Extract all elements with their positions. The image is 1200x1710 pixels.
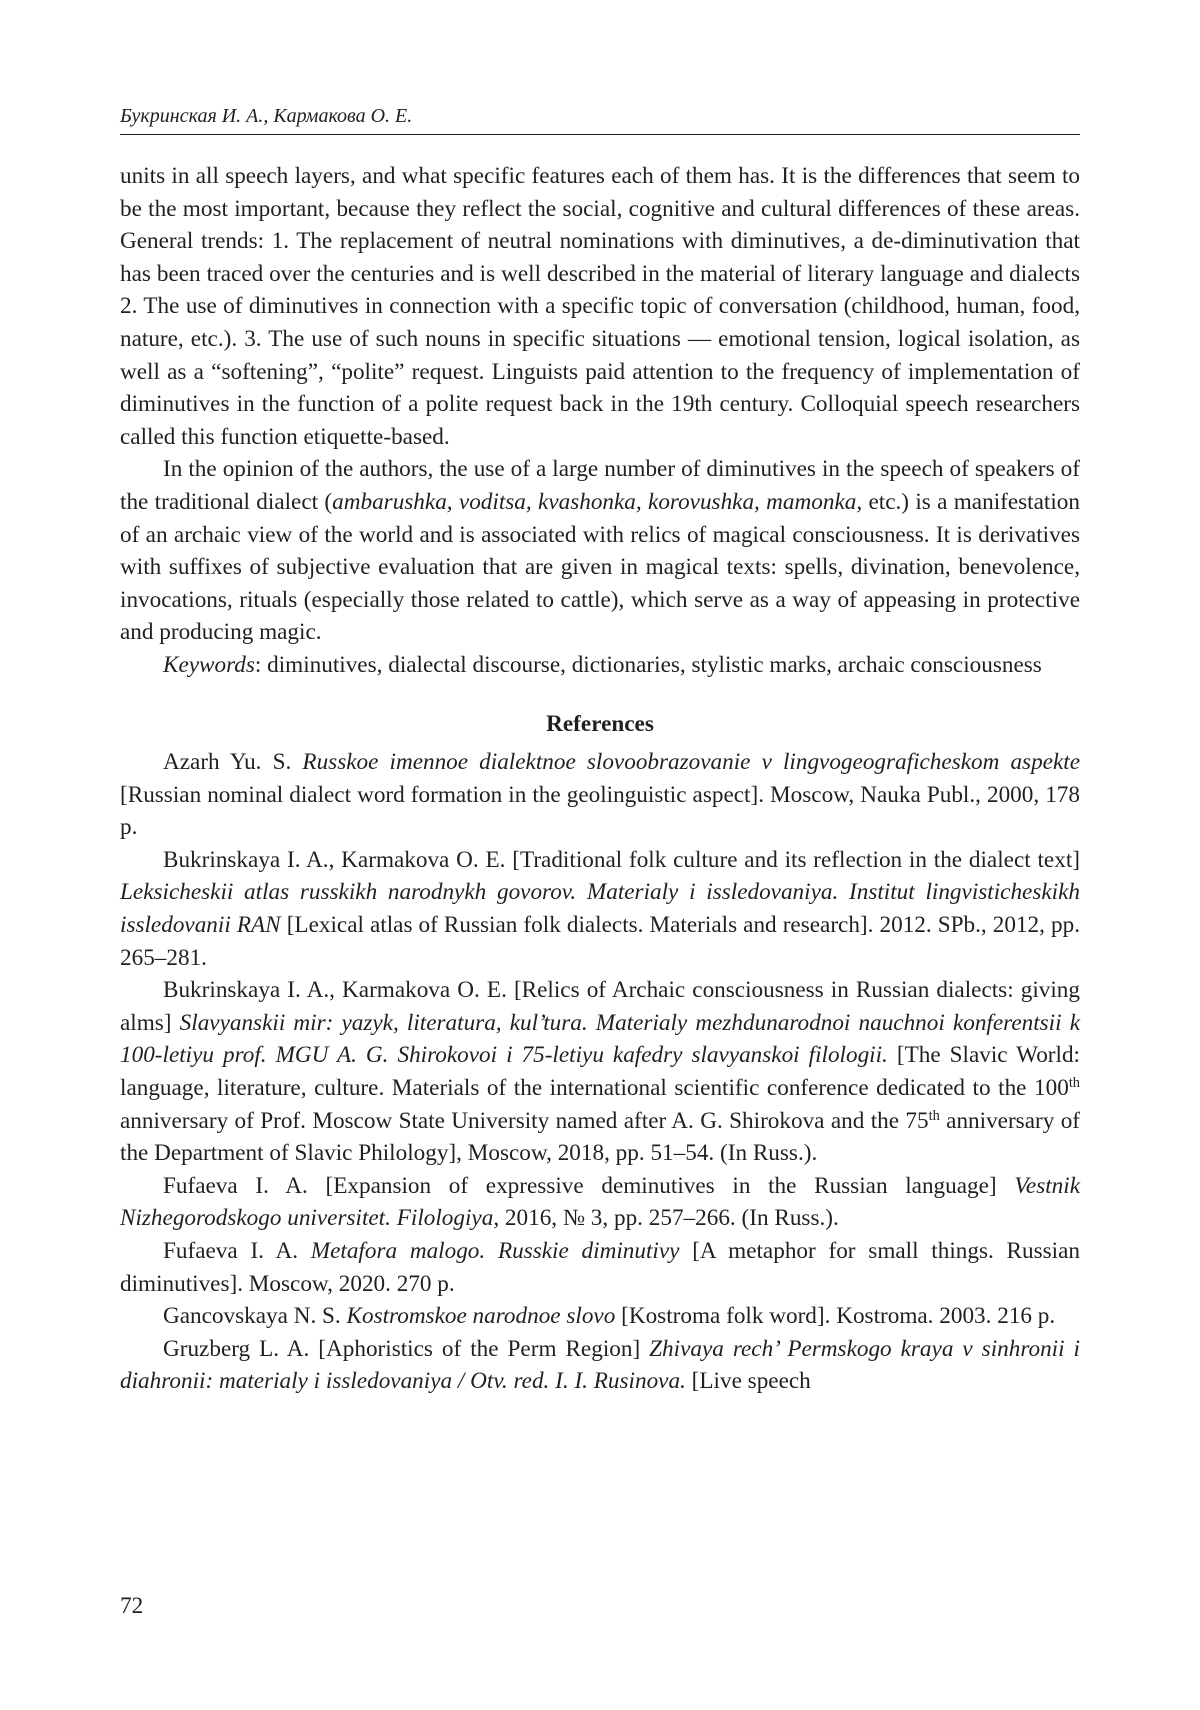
reference-text: Fufaeva I. A. (163, 1238, 311, 1264)
reference-title: Vestnik Nizhegorodskogo universitet. Filologiya (120, 1172, 1080, 1232)
reference-entry (120, 1170, 1080, 1235)
page-number: 72 (120, 1593, 144, 1619)
reference-text: [The Slavic World: language, literature, culture. Materials of the international scientific conference dedicated to the 100 (120, 1042, 1080, 1102)
reference-text: Fufaeva I. A. [Expansion of expressive deminutives in the Russian language] (163, 1172, 1015, 1199)
reference-title: Metafora malogo. Russkie diminutivy (310, 1238, 680, 1264)
paragraph-text: In the opinion of the authors, the use of a large number of diminutives in the speech of speakers of the traditional dialect ( (120, 456, 1080, 515)
reference-title: Leksicheskii atlas russkikh narodnykh govorov. Materialy i issledovaniya. Institut lingvisticheskikh issledovanii RAN (120, 879, 1080, 939)
ordinal-suffix: th (1068, 1075, 1080, 1092)
reference-text: [Lexical atlas of Russian folk dialects. Materials and research]. 2012. SPb., 2012, pp. 265–281. (120, 912, 1080, 971)
reference-text: anniversary of Prof. Moscow State University named after A. G. Shirokova and the 75 (120, 1107, 929, 1134)
reference-text: Bukrinskaya I. A., Karmakova O. E. [Traditional folk culture and its reflection in the dialect text] (163, 846, 1080, 873)
running-header: Букринская И. А., Кармакова О. Е. (120, 104, 1080, 135)
reference-text: Gruzberg L. A. [Aphoristics of the Perm Region] (163, 1335, 650, 1362)
reference-text: anniversary of the Department of Slavic Philology], Moscow, 2018, pp. 51–54. (In Russ.). (120, 1107, 1081, 1167)
reference-title: Slavyanskii mir: yazyk, literatura, kul’tura. Materialy mezhdunarodnoi nauchnoi konferentsii k 100-letiyu prof. MGU A. G. Shirokovoi i 75-letiyu kafedry slavyanskoi filologii. (120, 1009, 1080, 1069)
paragraph-opinion (120, 453, 1080, 649)
reference-title: Kostromskoe narodnoe slovo (346, 1303, 616, 1330)
reference-entry (120, 1235, 1080, 1300)
article-body (120, 160, 1080, 1398)
keywords (120, 649, 1080, 682)
reference-text: Azarh Yu. S. (163, 749, 303, 776)
keywords-text: : diminutives, dialectal discourse, dictionaries, stylistic marks, archaic consciousness (254, 651, 1042, 678)
reference-title: Zhivaya rech’ Permskogo kraya v sinhronii i diahronii: materialy i issledovaniya / Otv. red. I. I. Rusinova. (120, 1335, 1080, 1395)
reference-text: [Live speech (685, 1368, 811, 1395)
reference-text: Gancovskaya N. S. (163, 1303, 347, 1330)
italic-examples: ambarushka, voditsa, kvashonka, korovushka, mamonka, (332, 488, 863, 515)
reference-entry (120, 844, 1080, 974)
reference-entry (120, 1333, 1080, 1398)
reference-entry (120, 1300, 1080, 1333)
reference-text: Bukrinskaya I. A., Karmakova O. E. [Relics of Archaic consciousness in Russian dialects: giving alms] (120, 977, 1080, 1036)
reference-entry (120, 974, 1080, 1170)
keywords-label: Keywords (163, 651, 255, 678)
reference-text: , 2016, № 3, pp. 257–266. (In Russ.). (493, 1205, 839, 1232)
reference-entry (120, 746, 1080, 844)
ordinal-suffix: th (928, 1107, 940, 1124)
reference-text: [A metaphor for small things. Russian diminutives]. Moscow, 2020. 270 p. (120, 1238, 1080, 1297)
reference-title: Russkoe imennoe dialektnoe slovoobrazovanie v lingvogeograficheskom aspekte (302, 749, 1080, 776)
paragraph-text: etc.) is a manifestation of an archaic view of the world and is associated with relics of magical consciousness. It is derivatives with suffixes of subjective evaluation that are given in magical texts: spells, divination, benevolence, invocations, rituals (especially those related to cattle), which serve as a way of appeasing in protective and producing magic. (120, 488, 1080, 646)
reference-text: [Kostroma folk word]. Kostroma. 2003. 216 p. (615, 1303, 1056, 1330)
references-heading: References (546, 710, 654, 737)
paragraph-summary: units in all speech layers, and what specific features each of them has. It is the differences that seem to be the most important, because they reflect the social, cognitive and cultural differences of these areas. General trends: 1. The replacement of neutral nominations with diminutives, a de-diminutivation that has been traced over the centuries and is well described in the material of literary language and dialects 2. The use of diminutives in connection with a specific topic of conversation (childhood, human, food, nature, etc.). 3. The use of such nouns in specific situations — emotional tension, logical isolation, as well as a “softening”, “polite” request. Linguists paid attention to the frequency of implementation of diminutives in the function of a polite request back in the 19th century. Colloquial speech researchers called this function etiquette-based. (120, 163, 1080, 450)
reference-text: [Russian nominal dialect word formation in the geolinguistic aspect]. Moscow, Nauka Publ., 2000, 178 p. (120, 781, 1080, 841)
